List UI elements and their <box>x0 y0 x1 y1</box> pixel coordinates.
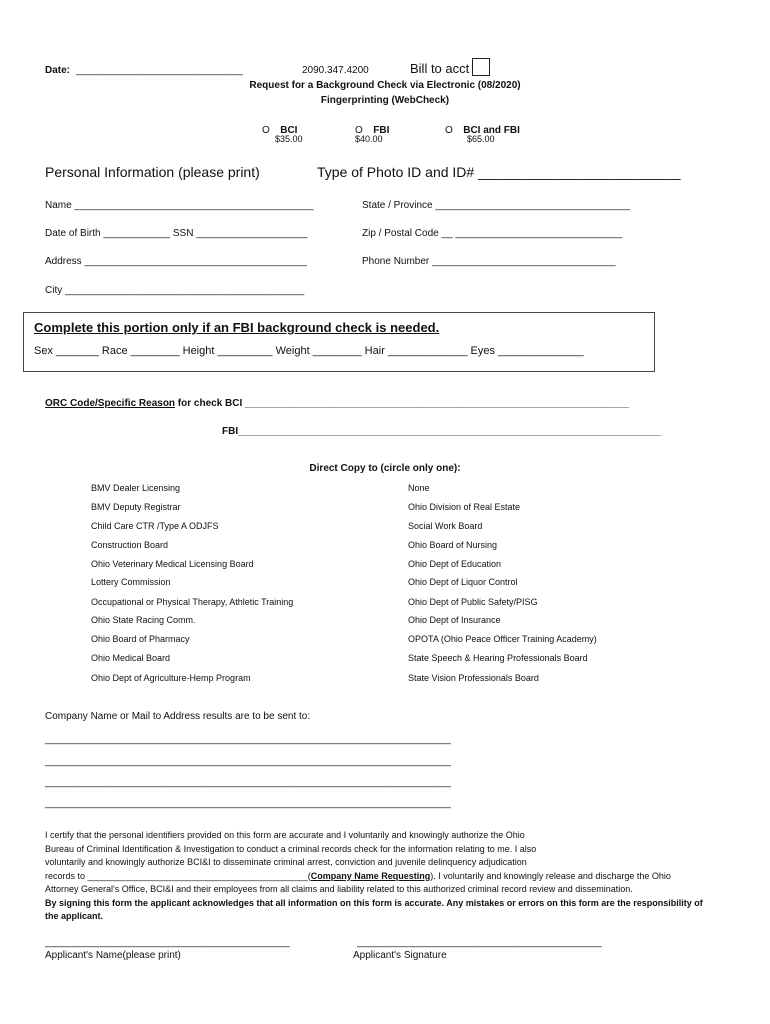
applicant-signature-label: Applicant's Signature <box>353 950 447 961</box>
company-line[interactable]: _________________________________________________________________________ <box>45 734 451 745</box>
company-line[interactable]: _________________________________________________________________________ <box>45 777 451 788</box>
applicant-signature-line[interactable]: ____________________________________________ <box>357 937 602 948</box>
acknowledgement-statement: By signing this form the applicant acknowledges that all information on this form is accurate. Any mistakes or errors on this form are the responsibility of the applicant. <box>45 897 703 921</box>
option-price: $35.00 <box>275 134 303 144</box>
fbi-physical-fields[interactable]: Sex _______ Race ________ Height _________ Weight ________ Hair _____________ Eyes ______________ <box>34 345 584 357</box>
cert-line <box>45 870 715 884</box>
copy-option-right[interactable]: Ohio Division of Real Estate <box>408 502 521 512</box>
copy-option-right[interactable]: State Speech & Hearing Professionals Board <box>408 653 588 663</box>
copy-option-left[interactable]: Occupational or Physical Therapy, Athletic Training <box>91 597 294 607</box>
cert-line: Attorney General's Office, BCI&I and their employees from all claims and liability related to this authorized criminal record review and dissemination. <box>45 884 633 894</box>
option-label: BCI and FBI <box>463 125 520 136</box>
form-title-line1: Request for a Background Check via Electronic (08/2020) <box>249 80 521 91</box>
company-label: Company Name or Mail to Address results are to be sent to: <box>45 711 311 722</box>
option-label: FBI <box>373 125 390 136</box>
copy-option-left[interactable]: Ohio Board of Pharmacy <box>91 634 190 644</box>
bill-to-acct-label: Bill to acct <box>410 61 470 76</box>
fbi-section-title: Complete this portion only if an FBI background check is needed. <box>34 320 440 335</box>
date-field[interactable]: ______________________________ <box>76 65 243 76</box>
copy-option-left[interactable]: BMV Dealer Licensing <box>91 483 181 493</box>
copy-option-right[interactable]: Ohio Dept of Insurance <box>408 615 501 625</box>
radio-marker[interactable]: O <box>262 125 270 136</box>
company-requesting-label: Company Name Requesting <box>310 870 431 881</box>
cert-line: Bureau of Criminal Identification & Investigation to conduct a criminal records check for the information relating to me. I also <box>45 843 537 854</box>
cert-company-blank[interactable]: records to ____________________________________________( <box>45 870 311 881</box>
copy-option-right[interactable]: Ohio Dept of Education <box>408 559 502 569</box>
phone-field[interactable]: Phone Number _________________________________ <box>362 256 616 267</box>
radio-marker[interactable]: O <box>355 125 363 136</box>
copy-option-left[interactable]: Child Care CTR /Type A ODJFS <box>91 521 219 531</box>
copy-option-left[interactable]: Construction Board <box>91 540 169 550</box>
company-line[interactable]: _________________________________________________________________________ <box>45 756 451 767</box>
copy-option-left[interactable]: BMV Deputy Registrar <box>91 502 181 512</box>
personal-info-title: Personal Information (please print) <box>45 164 260 180</box>
city-field[interactable]: City ___________________________________________ <box>45 285 305 296</box>
form-title-line2: Fingerprinting (WebCheck) <box>320 95 450 106</box>
copy-option-right[interactable]: Ohio Board of Nursing <box>408 540 498 550</box>
copy-option-right[interactable]: OPOTA (Ohio Peace Officer Training Academy) <box>408 634 597 644</box>
bci-reason-field[interactable]: for check BCI _____________________________________________________________________ <box>175 398 629 409</box>
photo-id-field[interactable]: Type of Photo ID and ID# __________________________ <box>317 164 681 180</box>
copy-option-right[interactable]: Social Work Board <box>408 521 483 531</box>
state-field[interactable]: State / Province ___________________________________ <box>362 200 631 211</box>
fbi-reason-field[interactable]: FBI____________________________________________________________________________ <box>222 426 661 437</box>
copy-option-left[interactable]: Ohio State Racing Comm. <box>91 615 196 625</box>
applicant-name-line[interactable]: ____________________________________________ <box>45 937 290 948</box>
option-price: $40.00 <box>355 134 383 144</box>
zip-field[interactable]: Zip / Postal Code __ ______________________________ <box>362 228 623 239</box>
address-field[interactable]: Address ________________________________________ <box>45 256 307 267</box>
date-label: Date: <box>45 65 71 76</box>
reason-bci-line[interactable] <box>45 398 629 409</box>
name-field[interactable]: Name ___________________________________________ <box>45 200 314 211</box>
dob-ssn-field[interactable]: Date of Birth ____________ SSN ____________________ <box>45 228 308 239</box>
orc-code-label: ORC Code/Specific Reason <box>45 398 176 409</box>
cert-line-tail: ). I voluntarily and knowingly release and discharge the Ohio <box>430 870 671 881</box>
phone-number-header: 2090.347.4200 <box>302 65 369 76</box>
copy-option-left[interactable]: Lottery Commission <box>91 577 171 587</box>
direct-copy-heading: Direct Copy to (circle only one): <box>309 463 461 474</box>
cert-line: I certify that the personal identifiers provided on this form are accurate and I voluntarily and knowingly authorize the Ohio <box>45 830 525 840</box>
copy-option-right[interactable]: Ohio Dept of Public Safety/PISG <box>408 597 538 607</box>
cert-line: voluntarily and knowingly authorize BCI&I to disseminate criminal arrest, conviction and juvenile delinquency adjudication <box>45 857 527 867</box>
radio-marker[interactable]: O <box>445 125 453 136</box>
copy-option-left[interactable]: Ohio Medical Board <box>91 653 171 663</box>
option-label: BCI <box>280 125 298 136</box>
option-price: $65.00 <box>467 134 495 144</box>
certification-text <box>45 829 715 924</box>
copy-option-right[interactable]: None <box>408 483 430 493</box>
copy-option-left[interactable]: Ohio Veterinary Medical Licensing Board <box>91 559 254 569</box>
company-line[interactable]: _________________________________________________________________________ <box>45 798 451 809</box>
copy-option-right[interactable]: State Vision Professionals Board <box>408 673 539 683</box>
copy-option-right[interactable]: Ohio Dept of Liquor Control <box>408 577 518 587</box>
applicant-name-label: Applicant's Name(please print) <box>45 950 181 961</box>
copy-option-left[interactable]: Ohio Dept of Agriculture-Hemp Program <box>91 673 251 683</box>
bill-to-acct-checkbox[interactable] <box>472 58 490 76</box>
